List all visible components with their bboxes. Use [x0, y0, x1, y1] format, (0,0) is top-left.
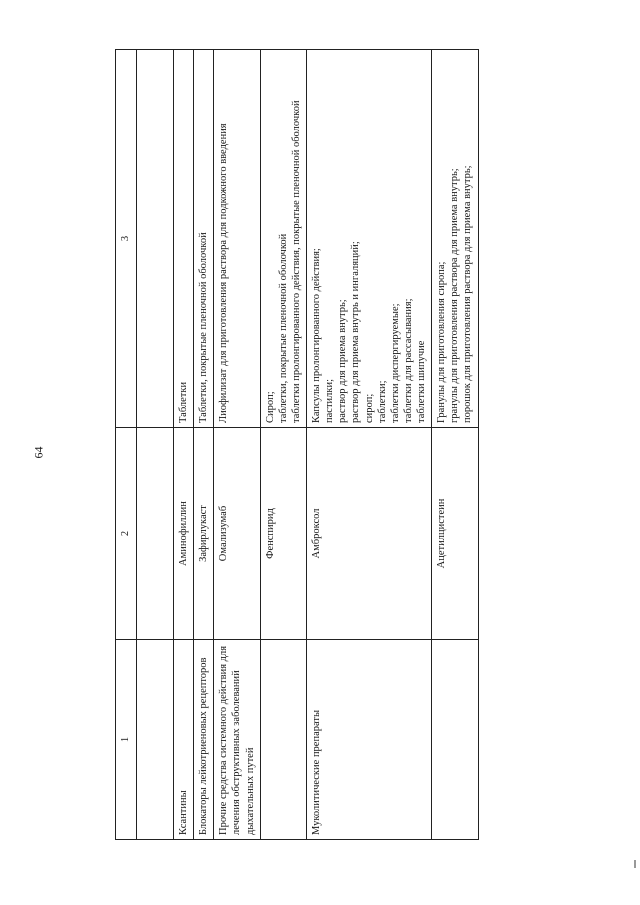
- forms-cell: Капсулы пролонгированного действия; пастилки; раствор для приема внутрь; раствор для приема внутрь и ингаляций; сироп; таблетки; таблетки диспергируемые; таблетки для рассасывания; таблетки шипучие: [307, 50, 432, 428]
- drug-cell: Аминофиллин: [174, 428, 194, 640]
- forms-cell: Гранулы для приготовления сиропа; гранулы для приготовления раствора для приема внутрь; порошок для приготовления раствора для приема внутрь;: [432, 50, 478, 428]
- group-cell: Блокаторы лейкотриеновых рецепторов: [194, 640, 214, 840]
- drug-cell: Зафирлукаст: [194, 428, 214, 640]
- header-col1: 1: [116, 640, 137, 840]
- table-row: [174, 50, 194, 840]
- rotated-table-container: [115, 50, 530, 840]
- group-cell: [432, 640, 478, 840]
- drug-cell: Ацетилцистеин: [432, 428, 478, 640]
- table-row: [307, 50, 432, 840]
- forms-cell: Лиофилизат для приготовления раствора для подкожного введения: [214, 50, 260, 428]
- header-row: [116, 50, 137, 840]
- table-row: [432, 50, 478, 840]
- page-number: 64: [31, 446, 46, 459]
- drug-cell: Амброксол: [307, 428, 432, 640]
- forms-cell: Таблетки, покрытые пленочной оболочкой: [194, 50, 214, 428]
- drug-cell: Фенспирид: [260, 428, 306, 640]
- group-cell: Прочие средства системного действия для лечения обструктивных заболеваний дыхательных путей: [214, 640, 260, 840]
- header-col3: 3: [116, 50, 137, 428]
- table-row: [214, 50, 260, 840]
- group-cell: [260, 640, 306, 840]
- header-col2: 2: [116, 428, 137, 640]
- group-cell: Ксантины: [174, 640, 194, 840]
- group-cell: Муколитические препараты: [307, 640, 432, 840]
- scan-edge-mark: [634, 860, 636, 868]
- table-row: [260, 50, 306, 840]
- drug-cell: Омализумаб: [214, 428, 260, 640]
- forms-cell: Таблетки: [174, 50, 194, 428]
- spacer-row: [137, 50, 174, 840]
- forms-cell: Сироп; таблетки, покрытые пленочной оболочкой таблетки пролонгированного действия, покрытые пленочной оболочкой: [260, 50, 306, 428]
- drug-table: [115, 49, 479, 840]
- table-row: [194, 50, 214, 840]
